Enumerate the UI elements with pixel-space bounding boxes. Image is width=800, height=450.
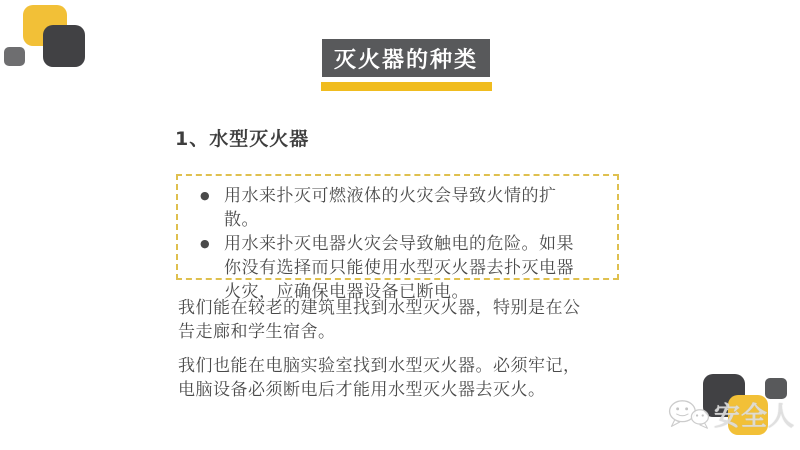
callout-bullet-1: ● 用水来扑灭可燃液体的火灾会导致火情的扩散。 [200, 184, 589, 232]
title-underline [321, 82, 492, 91]
callout-bullet-list [178, 184, 617, 304]
decor-square-dark-top-left [43, 25, 85, 67]
decor-square-gray-top-left [4, 47, 25, 66]
section-heading: 1、水型灭火器 [175, 128, 310, 150]
callout-box [176, 174, 619, 302]
callout-bullet-2: ● 用水来扑灭电器火灾会导致触电的危险。如果你没有选择而只能使用水型灭火器去扑灭电器火灾，应确保电器设备已断电。 [200, 232, 589, 304]
watermark-logo [666, 396, 795, 433]
body-paragraph-2: 我们也能在电脑实验室找到水型灭火器。必须牢记，电脑设备必须断电后才能用水型灭火器去灭火。 [178, 356, 581, 400]
page-title: 灭火器的种类 [322, 39, 490, 77]
body-paragraph-1: 我们能在较老的建筑里找到水型灭火器，特别是在公告走廊和学生宿舍。 [178, 298, 581, 342]
wechat-icon [666, 397, 712, 433]
watermark-label: 安全人 [714, 402, 796, 432]
